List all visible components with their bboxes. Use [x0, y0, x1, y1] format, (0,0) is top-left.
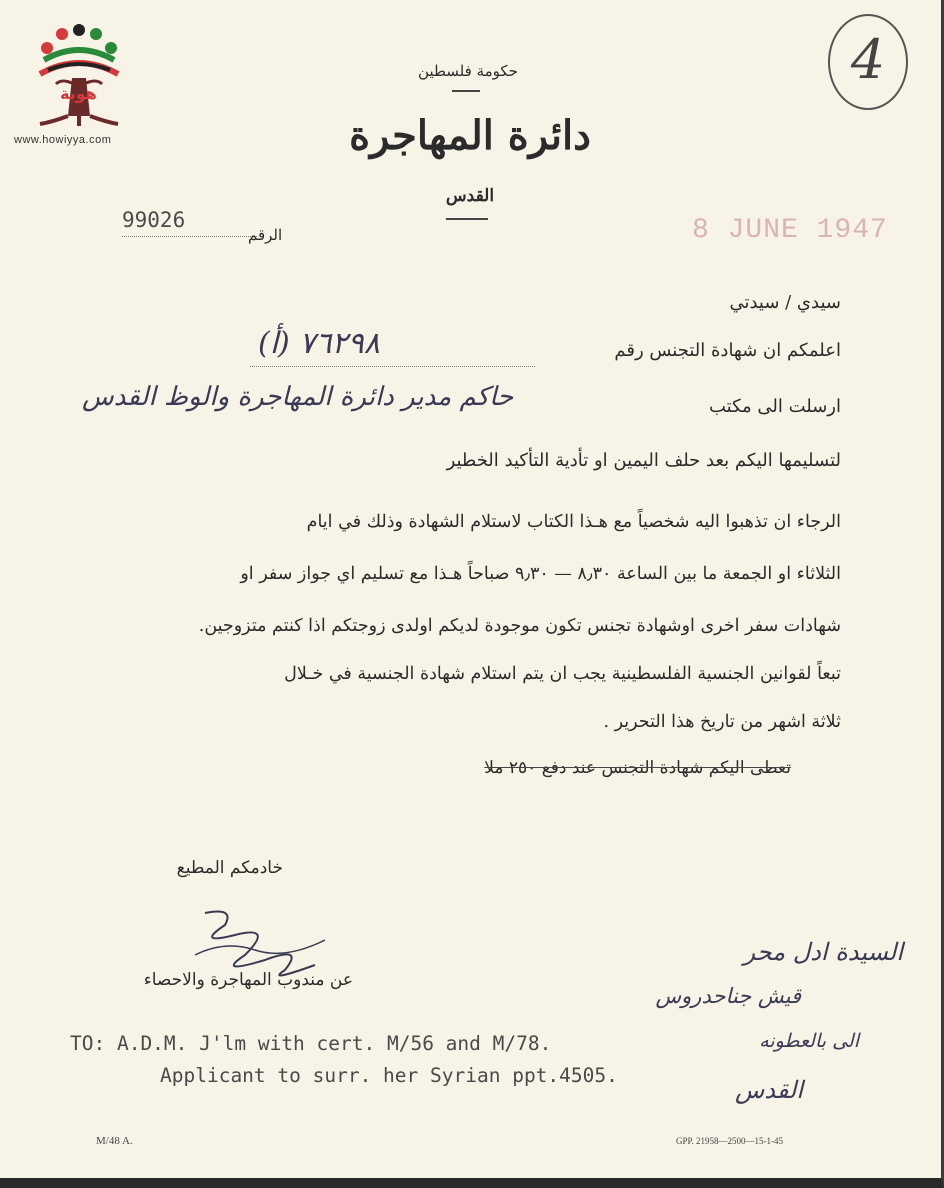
oath-line: لتسليمها اليكم بعد حلف اليمين او تأدية التأكيد الخطير — [446, 450, 841, 471]
address-hand-line-4: القدس — [734, 1076, 803, 1104]
closing-servant: خادمكم المطيع — [176, 858, 283, 878]
form-code: M/48 A. — [96, 1135, 133, 1147]
department-title: دائرة المهاجرة — [349, 112, 591, 159]
fee-line: تعطى اليكم شهادة التجنس عند دفع ٢٥٠ ملا — [484, 758, 791, 778]
city-rule — [446, 218, 488, 220]
reference-number: 99026 — [122, 208, 186, 232]
typed-note-line-1: TO: A.D.M. J'lm with cert. M/56 and M/78. — [70, 1032, 552, 1055]
instructions-line-3: شهادات سفر اخرى اوشهادة تجنس تكون موجودة لديكم اولدى زوجتكم اذا كنتم متزوجين. — [198, 616, 841, 636]
law-line-1: تبعاً لقوانين الجنسية الفلسطينية يجب ان يتم استلام شهادة الجنسية في خـلال — [284, 664, 841, 684]
certificate-number-handwritten: ٧٦٢٩٨ (أ) — [258, 326, 380, 361]
certificate-dots — [250, 366, 535, 367]
address-hand-line-1: السيدة ادل محر — [743, 938, 903, 966]
page-number: 4 — [850, 28, 886, 91]
reference-label: الرقم — [248, 226, 283, 244]
closing-on-behalf: عن مندوب المهاجرة والاحصاء — [143, 970, 353, 990]
typed-note-line-2: Applicant to surr. her Syrian ppt.4505. — [160, 1064, 618, 1087]
address-hand-line-3: الى بالعطونه — [759, 1030, 859, 1052]
watermark-url: www.howiyya.com — [14, 134, 112, 146]
instructions-line-2: الثلاثاء او الجمعة ما بين الساعة ٨٫٣٠ — ٩٫٣٠ صباحاً هـذا مع تسليم اي جواز سفر او — [240, 564, 841, 584]
instructions-line-1: الرجاء ان تذهبوا اليه شخصياً مع هـذا الكتاب لاستلام الشهادة وذلك في ايام — [306, 512, 841, 532]
government-heading: حكومة فلسطين — [418, 62, 518, 80]
page-number-circle — [828, 14, 908, 110]
sent-to-prefix: ارسلت الى مكتب — [708, 396, 841, 417]
logo-word: هوية — [60, 84, 97, 103]
print-code: GPP. 21958—2500—15-1-45 — [676, 1136, 784, 1146]
certificate-line-prefix: اعلمكم ان شهادة التجنس رقم — [614, 340, 841, 361]
city-heading: القدس — [445, 186, 495, 206]
howiyya-tree-logo — [22, 18, 137, 153]
law-line-2: ثلاثة اشهر من تاريخ هذا التحرير . — [603, 712, 841, 732]
date-stamp: 8 JUNE 1947 — [692, 215, 888, 246]
office-handwritten: حاكم مدير دائرة المهاجرة والوظ القدس — [82, 382, 514, 412]
address-hand-line-2: قيش جناحدروس — [655, 984, 801, 1008]
reference-dots — [122, 236, 257, 237]
salutation: سيدي / سيدتي — [729, 292, 841, 313]
heading-rule — [452, 90, 480, 92]
